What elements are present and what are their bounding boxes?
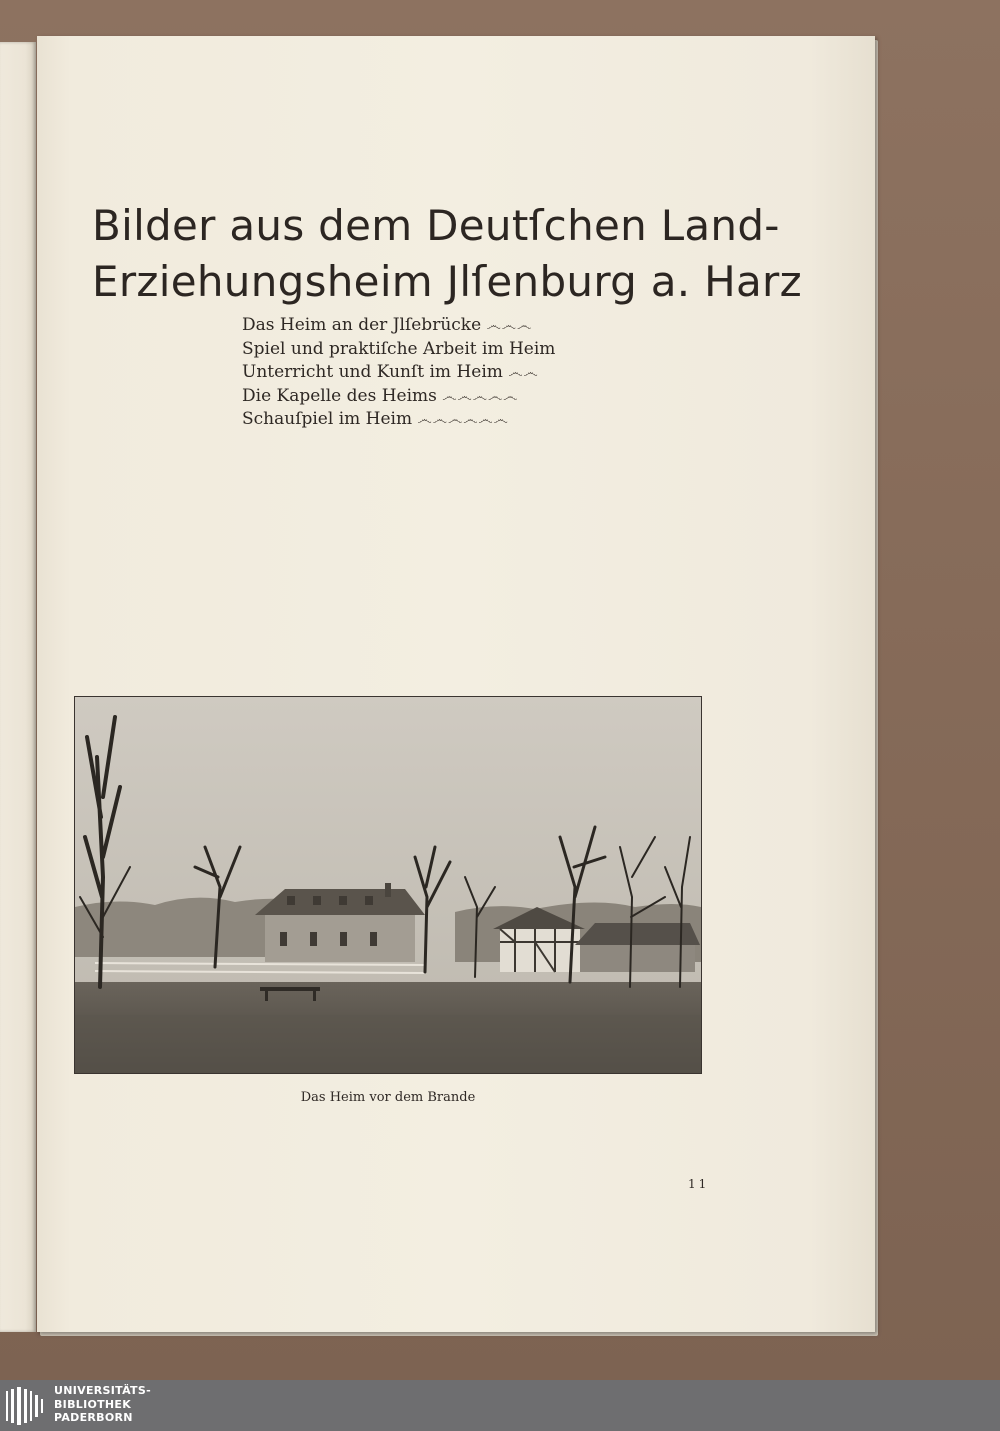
contents-item bbox=[242, 408, 582, 432]
ornament-glyphs: ෴෴෴ bbox=[486, 316, 533, 334]
page-number: 11 bbox=[688, 1177, 710, 1191]
library-footer-bar bbox=[0, 1380, 1000, 1431]
title-line-1: Bilder aus dem Deutſchen Land- bbox=[92, 201, 780, 250]
ornament-glyphs: ෴෴෴෴෴ bbox=[442, 386, 519, 405]
contents-item bbox=[242, 314, 582, 338]
logo-line-1: UNIVERSITÄTS- bbox=[54, 1384, 151, 1397]
contents-item bbox=[242, 385, 582, 409]
contents-item-text: Schauſpiel im Heim bbox=[242, 409, 413, 429]
farm-buildings-with-bare-trees-photo bbox=[74, 696, 702, 1074]
title-line-2: Erziehungsheim Jlſenburg a. Harz bbox=[92, 257, 802, 306]
ornament-glyphs: ෴෴෴෴෴෴ bbox=[417, 410, 509, 428]
library-logo-icon bbox=[6, 1387, 46, 1425]
contents-list bbox=[242, 314, 582, 432]
logo-line-3: PADERBORN bbox=[54, 1411, 133, 1424]
logo-line-2: BIBLIOTHEK bbox=[54, 1397, 132, 1411]
contents-item-text: Unterricht und Kunſt im Heim bbox=[242, 362, 503, 382]
contents-item-text: Das Heim an der Jlſebrücke bbox=[242, 315, 482, 335]
left-page-edge bbox=[0, 42, 36, 1332]
contents-item-text: Spiel und praktiſche Arbeit im Heim bbox=[242, 338, 556, 359]
library-logo-text bbox=[54, 1384, 151, 1425]
photo-caption: Das Heim vor dem Brande bbox=[300, 1090, 476, 1105]
contents-item bbox=[242, 361, 582, 385]
page-title bbox=[92, 198, 802, 310]
contents-item bbox=[242, 338, 582, 362]
contents-item-text: Die Kapelle des Heims bbox=[242, 385, 437, 406]
ornament-glyphs: ෴෴ bbox=[508, 363, 539, 381]
